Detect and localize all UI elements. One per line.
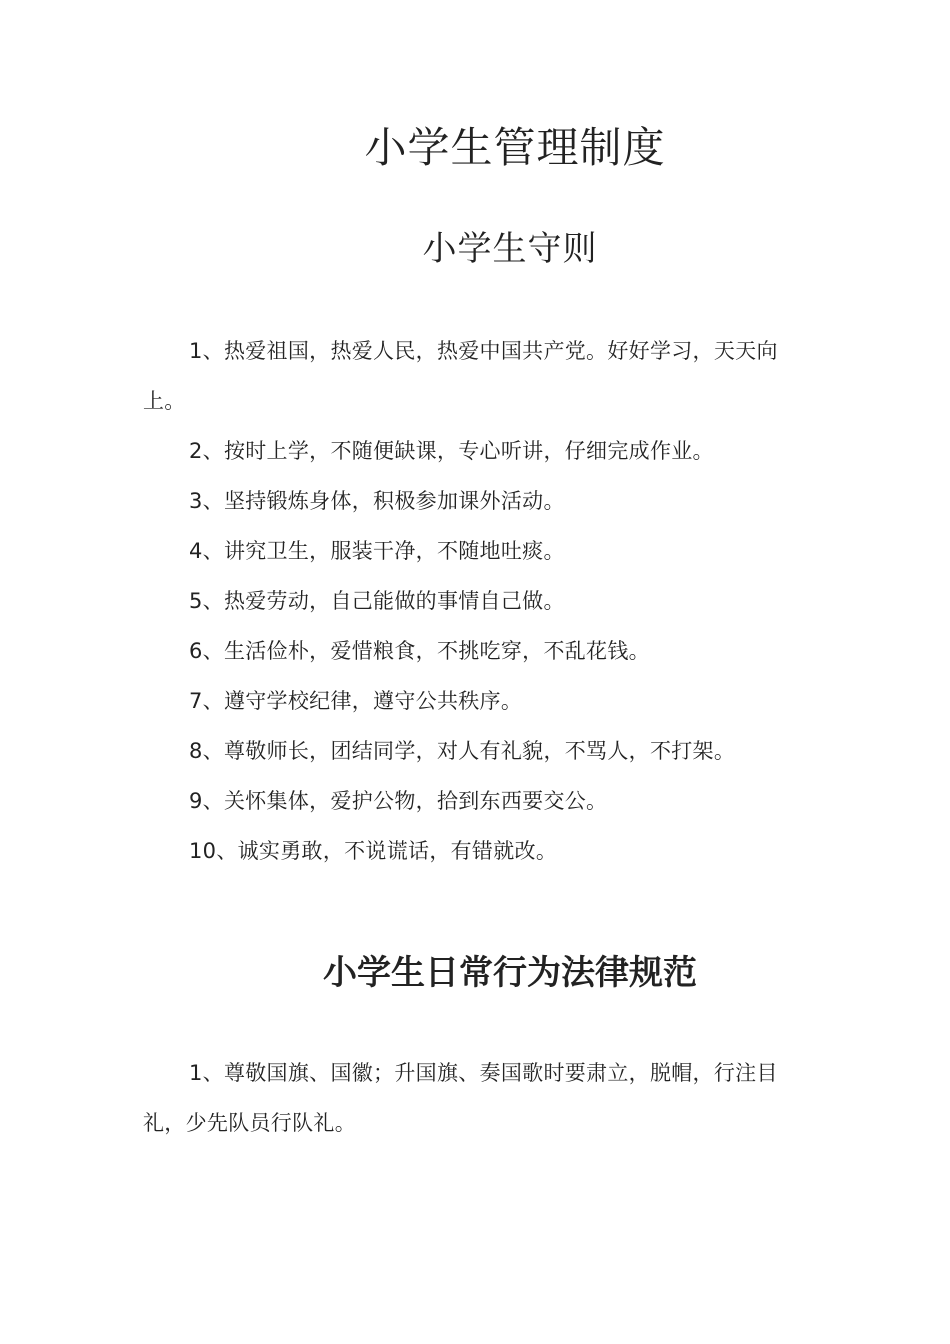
conduct-item: 1、尊敬国旗、国徽；升国旗、奏国歌时要肃立，脱帽，行注目礼，少先队员行队礼。 [143,1061,778,1135]
rule-item: 1、热爱祖国，热爱人民，热爱中国共产党。好好学习，天天向上。 [143,339,778,413]
document-subtitle: 小学生守则 [422,229,598,269]
rules-list [143,326,813,876]
rule-item: 3、坚持锻炼身体，积极参加课外活动。 [189,489,565,513]
conduct-list [143,1048,813,1148]
rule-item: 9、关怀集体，爱护公物，拾到东西要交公。 [189,789,608,813]
rule-item: 5、热爱劳动，自己能做的事情自己做。 [189,589,565,613]
rule-item: 8、尊敬师长，团结同学，对人有礼貌，不骂人，不打架。 [189,739,736,763]
section-title: 小学生日常行为法律规范 [323,953,697,993]
rule-item: 6、生活俭朴，爱惜粮食，不挑吃穿，不乱花钱。 [189,639,650,663]
rule-item: 7、遵守学校纪律，遵守公共秩序。 [189,689,523,713]
rule-item: 4、讲究卫生，服装干净，不随地吐痰。 [189,539,565,563]
document-title: 小学生管理制度 [364,123,666,172]
rule-item: 10、诚实勇敢，不说谎话，有错就改。 [189,839,558,863]
rule-item: 2、按时上学，不随便缺课，专心听讲，仔细完成作业。 [189,439,714,463]
